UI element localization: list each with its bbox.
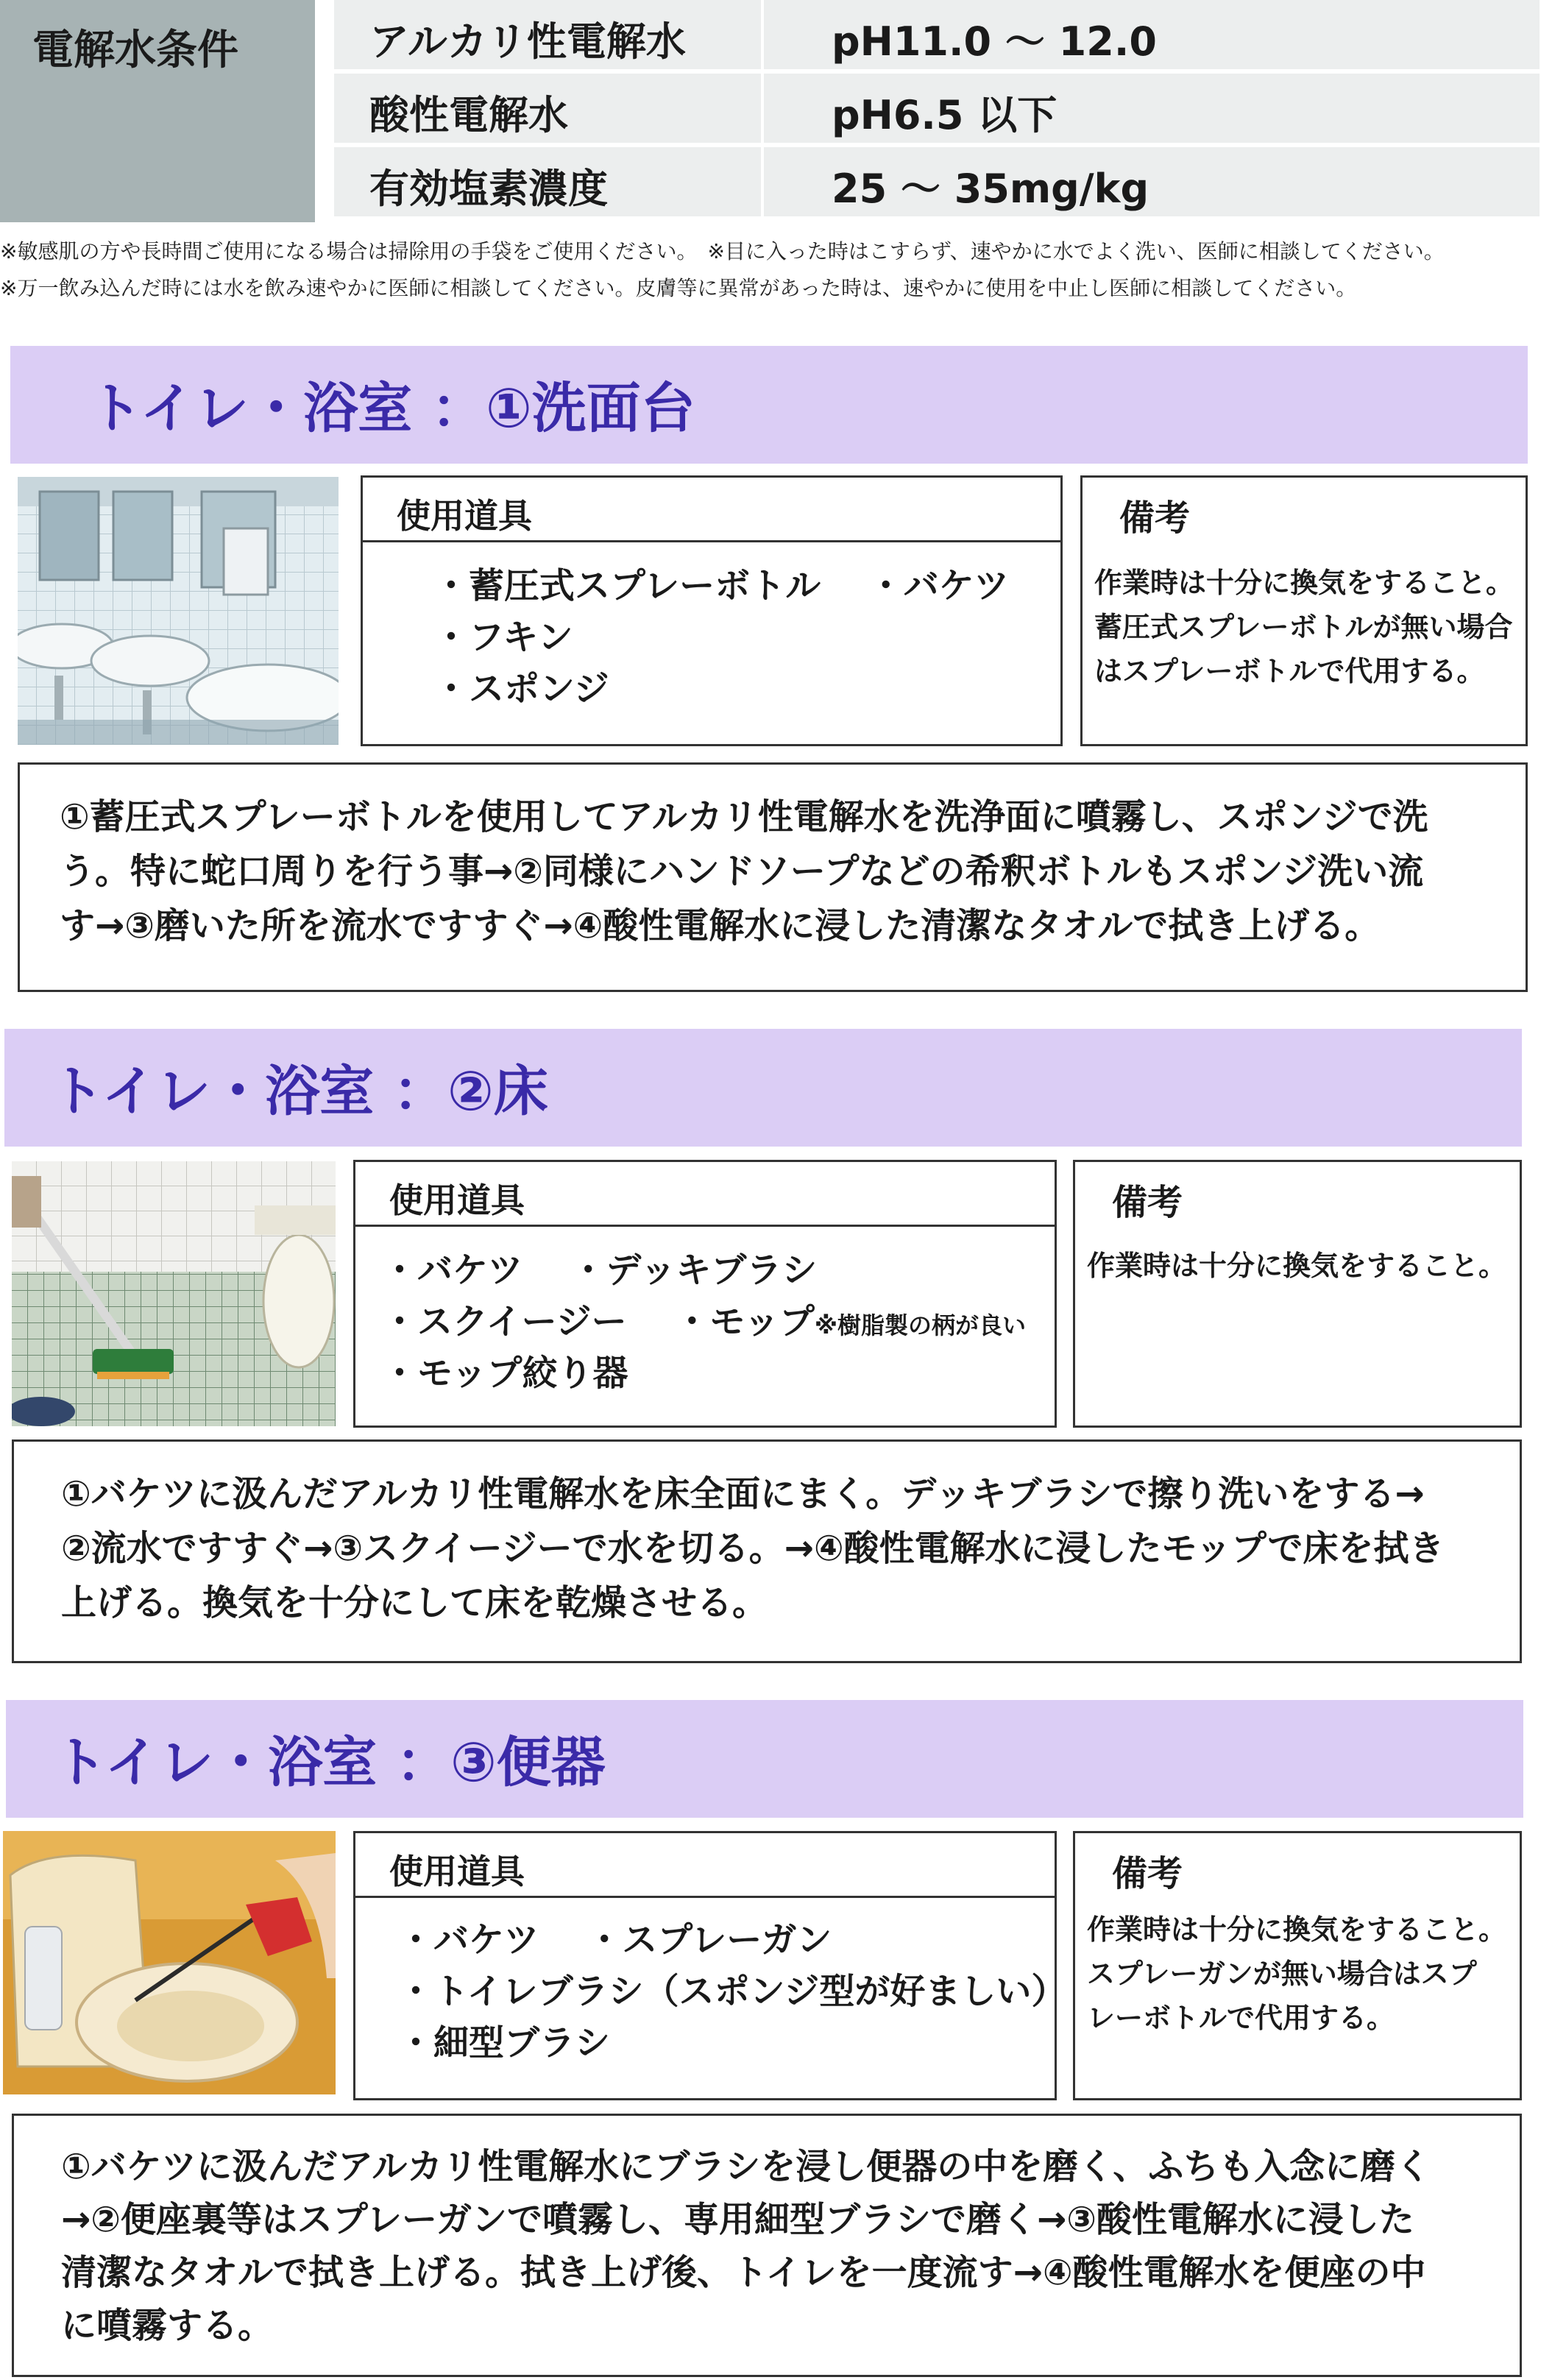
conditions-row: [334, 147, 1540, 216]
section-title-text: トイレ・浴室 ：②床: [50, 1060, 548, 1123]
remarks-line: レーボトルで代用する。: [1087, 2002, 1395, 2034]
tools-box: [353, 1831, 1067, 2100]
floor-photo-image: [12, 1161, 336, 1426]
section-title-text: トイレ・浴室 ：③便器: [53, 1731, 606, 1794]
tool-item: ・スポンジ: [433, 668, 609, 709]
section-title-toilet: [6, 1700, 1523, 1818]
procedure-line: ①バケツに汲んだアルカリ性電解水にブラシを浸し便器の中を磨く、ふちも入念に磨く: [61, 2146, 1431, 2187]
tool-item: ・バケツ ・スプレーガン: [398, 1919, 832, 1961]
conditions-row: [334, 74, 1540, 143]
section-title-text: トイレ・浴室 ：①洗面台: [88, 377, 695, 440]
floor-photo: [12, 1161, 336, 1426]
condition-name: 酸性電解水: [369, 92, 568, 138]
procedure-line: ①バケツに汲んだアルカリ性電解水を床全面にまく。デッキブラシで擦り洗いをする→: [61, 1473, 1425, 1515]
tool-item: ・トイレブラシ（スポンジ型が好ましい）: [398, 1971, 1067, 2012]
tool-item: ・細型ブラシ: [398, 2022, 611, 2064]
section-title-floor: [4, 1029, 1522, 1147]
tools-box: [353, 1160, 1057, 1428]
conditions-table: [334, 0, 1540, 222]
procedure-box: [12, 1439, 1522, 1663]
toilet-photo: [3, 1831, 336, 2094]
conditions-label: 電解水条件: [32, 26, 238, 74]
caution-note: ※敏感肌の方や長時間ご使用になる場合は掃除用の手袋をご使用ください。 ※目に入った時はこすらず、速やかに水でよく洗い、医師に相談してください。: [0, 239, 1445, 263]
remarks-line: 蓄圧式スプレーボトルが無い場合: [1094, 611, 1513, 643]
procedure-line: ②流水ですすぐ→③スクイージーで水を切る。→④酸性電解水に浸したモップで床を拭き: [61, 1528, 1445, 1569]
tools-label: 使用道具: [389, 1180, 525, 1220]
conditions-label-cell: [0, 0, 315, 222]
condition-name: アルカリ性電解水: [369, 18, 686, 65]
remarks-box: [1073, 1831, 1522, 2100]
conditions-row: [334, 0, 1540, 69]
tools-box: [361, 475, 1063, 746]
remarks-label: 備考: [1119, 497, 1191, 539]
tool-item: ・バケツ ・デッキブラシ: [382, 1250, 818, 1291]
remarks-line: はスプレーボトルで代用する。: [1094, 655, 1485, 687]
remarks-line: 作業時は十分に換気をすること。: [1087, 1250, 1507, 1282]
procedure-line: 上げる。換気を十分にして床を乾燥させる。: [61, 1582, 768, 1623]
remarks-line: スプレーガンが無い場合はスプ: [1087, 1958, 1477, 1990]
remarks-line: 作業時は十分に換気をすること。: [1094, 567, 1514, 599]
procedure-line: う。特に蛇口周りを行う事→②同様にハンドソープなどの希釈ボトルもスポンジ洗い流: [60, 851, 1424, 892]
remarks-box: [1080, 475, 1528, 746]
tool-item: ・モップ絞り器: [382, 1353, 628, 1394]
procedure-line: に噴霧する。: [61, 2305, 274, 2346]
procedure-box: [18, 762, 1528, 992]
washbasin-photo: [18, 477, 339, 745]
remarks-box: [1073, 1160, 1522, 1428]
remarks-label: 備考: [1112, 1182, 1183, 1223]
procedure-line: →②便座裏等はスプレーガンで噴霧し、専用細型ブラシで磨く→③酸性電解水に浸した: [61, 2199, 1414, 2240]
tool-item: ・蓄圧式スプレーボトル ・バケツ: [433, 565, 1010, 606]
tool-note: ※樹脂製の柄が良い: [814, 1311, 1027, 1339]
caution-note: ※万一飲み込んだ時には水を飲み速やかに医師に相談してください。皮膚等に異常があった時は、速やかに使用を中止し医師に相談してください。: [0, 276, 1357, 300]
section-title-washbasin: [10, 346, 1528, 464]
remarks-line: 作業時は十分に換気をすること。: [1087, 1913, 1507, 1946]
procedure-line: 清潔なタオルで拭き上げる。拭き上げ後、トイレを一度流す→④酸性電解水を便座の中: [61, 2252, 1426, 2293]
procedure-box: [12, 2114, 1522, 2377]
washbasin-photo-image: [18, 477, 339, 745]
procedure-line: ①蓄圧式スプレーボトルを使用してアルカリ性電解水を洗浄面に噴霧し、スポンジで洗: [60, 796, 1428, 837]
tools-label: 使用道具: [397, 496, 532, 536]
condition-value: 25 〜 35mg/kg: [832, 166, 1149, 212]
remarks-label: 備考: [1112, 1853, 1183, 1894]
tool-item: ・スクイージー ・モップ: [382, 1301, 815, 1342]
condition-name: 有効塩素濃度: [369, 166, 608, 212]
tools-label: 使用道具: [389, 1852, 525, 1891]
condition-value: pH11.0 〜 12.0: [832, 18, 1157, 65]
toilet-photo-image: [3, 1831, 336, 2094]
condition-value: pH6.5 以下: [832, 92, 1057, 138]
tool-item: ・フキン: [433, 617, 573, 658]
procedure-line: す→③磨いた所を流水ですすぐ→④酸性電解水に浸した清潔なタオルで拭き上げる。: [60, 905, 1381, 946]
